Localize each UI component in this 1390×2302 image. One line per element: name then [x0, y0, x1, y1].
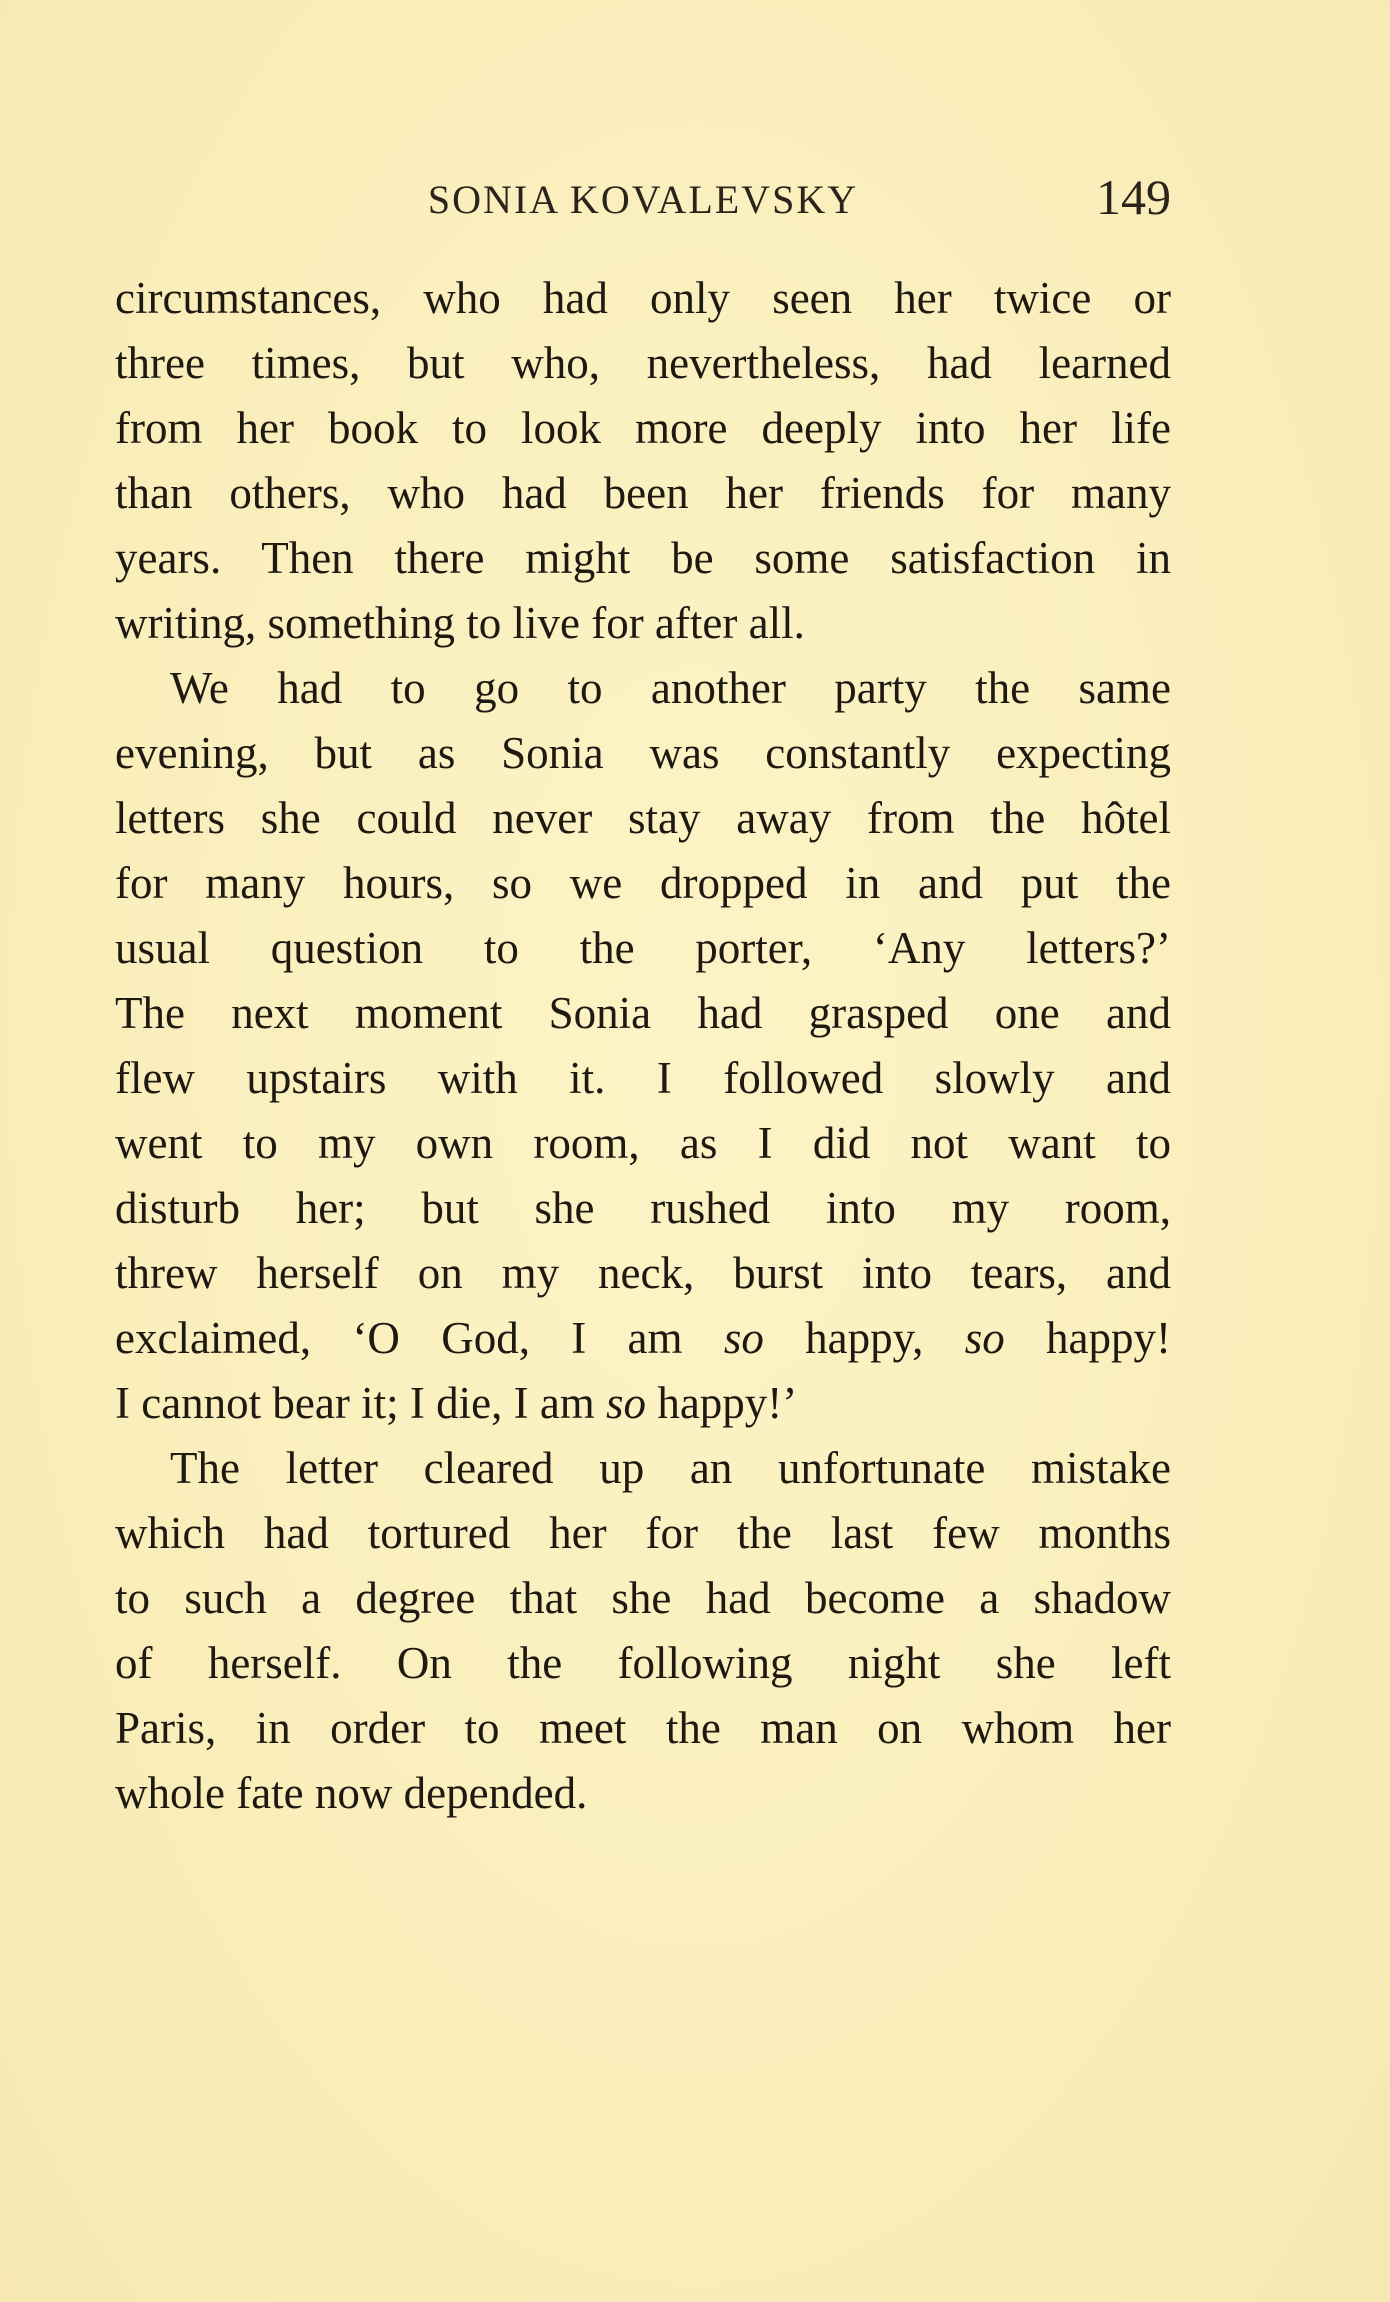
text-line: than others, who had been her friends for many	[115, 468, 1171, 518]
text-segment: I cannot bear it; I die, I am	[115, 1378, 607, 1428]
text-line: usual question to the porter, ‘Any letters?’	[115, 923, 1171, 973]
running-head	[115, 168, 1171, 228]
text-line: to such a degree that she had become a shadow	[115, 1573, 1171, 1623]
text-line: flew upstairs with it. I followed slowly and	[115, 1053, 1171, 1103]
body-text	[115, 266, 1171, 1826]
text-segment: happy,	[763, 1313, 965, 1363]
text-line: which had tortured her for the last few months	[115, 1508, 1171, 1558]
text-line: for many hours, so we dropped in and put the	[115, 858, 1171, 908]
page-number: 149	[1096, 169, 1171, 225]
text-segment: exclaimed, ‘O God, I am	[115, 1313, 724, 1363]
text-segment: happy!’	[646, 1378, 798, 1428]
text-line: whole fate now depended.	[115, 1768, 588, 1818]
text-line: We had to go to another party the same	[170, 663, 1171, 713]
text-line: Paris, in order to meet the man on whom her	[115, 1703, 1171, 1753]
text-line: The next moment Sonia had grasped one and	[115, 988, 1171, 1038]
text-line: evening, but as Sonia was constantly expecting	[115, 728, 1171, 778]
text-line: of herself. On the following night she left	[115, 1638, 1171, 1688]
emphasis: so	[964, 1313, 1005, 1363]
text-line: went to my own room, as I did not want to	[115, 1118, 1171, 1168]
text-line: from her book to look more deeply into her life	[115, 403, 1171, 453]
emphasis: so	[723, 1313, 764, 1363]
text-line: years. Then there might be some satisfaction in	[115, 533, 1171, 583]
text-line: circumstances, who had only seen her twice or	[115, 273, 1171, 323]
text-line	[115, 1306, 1171, 1371]
text-line: threw herself on my neck, burst into tears, and	[115, 1248, 1171, 1298]
text-line	[115, 1371, 1171, 1436]
text-line: letters she could never stay away from the hôtel	[115, 793, 1171, 843]
running-title: SONIA KOVALEVSKY	[427, 177, 859, 222]
emphasis: so	[606, 1378, 647, 1428]
text-line: writing, something to live for after all.	[115, 598, 805, 648]
text-line: disturb her; but she rushed into my room,	[115, 1183, 1171, 1233]
text-segment: happy!	[1004, 1313, 1171, 1363]
text-line: three times, but who, nevertheless, had learned	[115, 338, 1171, 388]
text-line: The letter cleared up an unfortunate mistake	[170, 1443, 1171, 1493]
